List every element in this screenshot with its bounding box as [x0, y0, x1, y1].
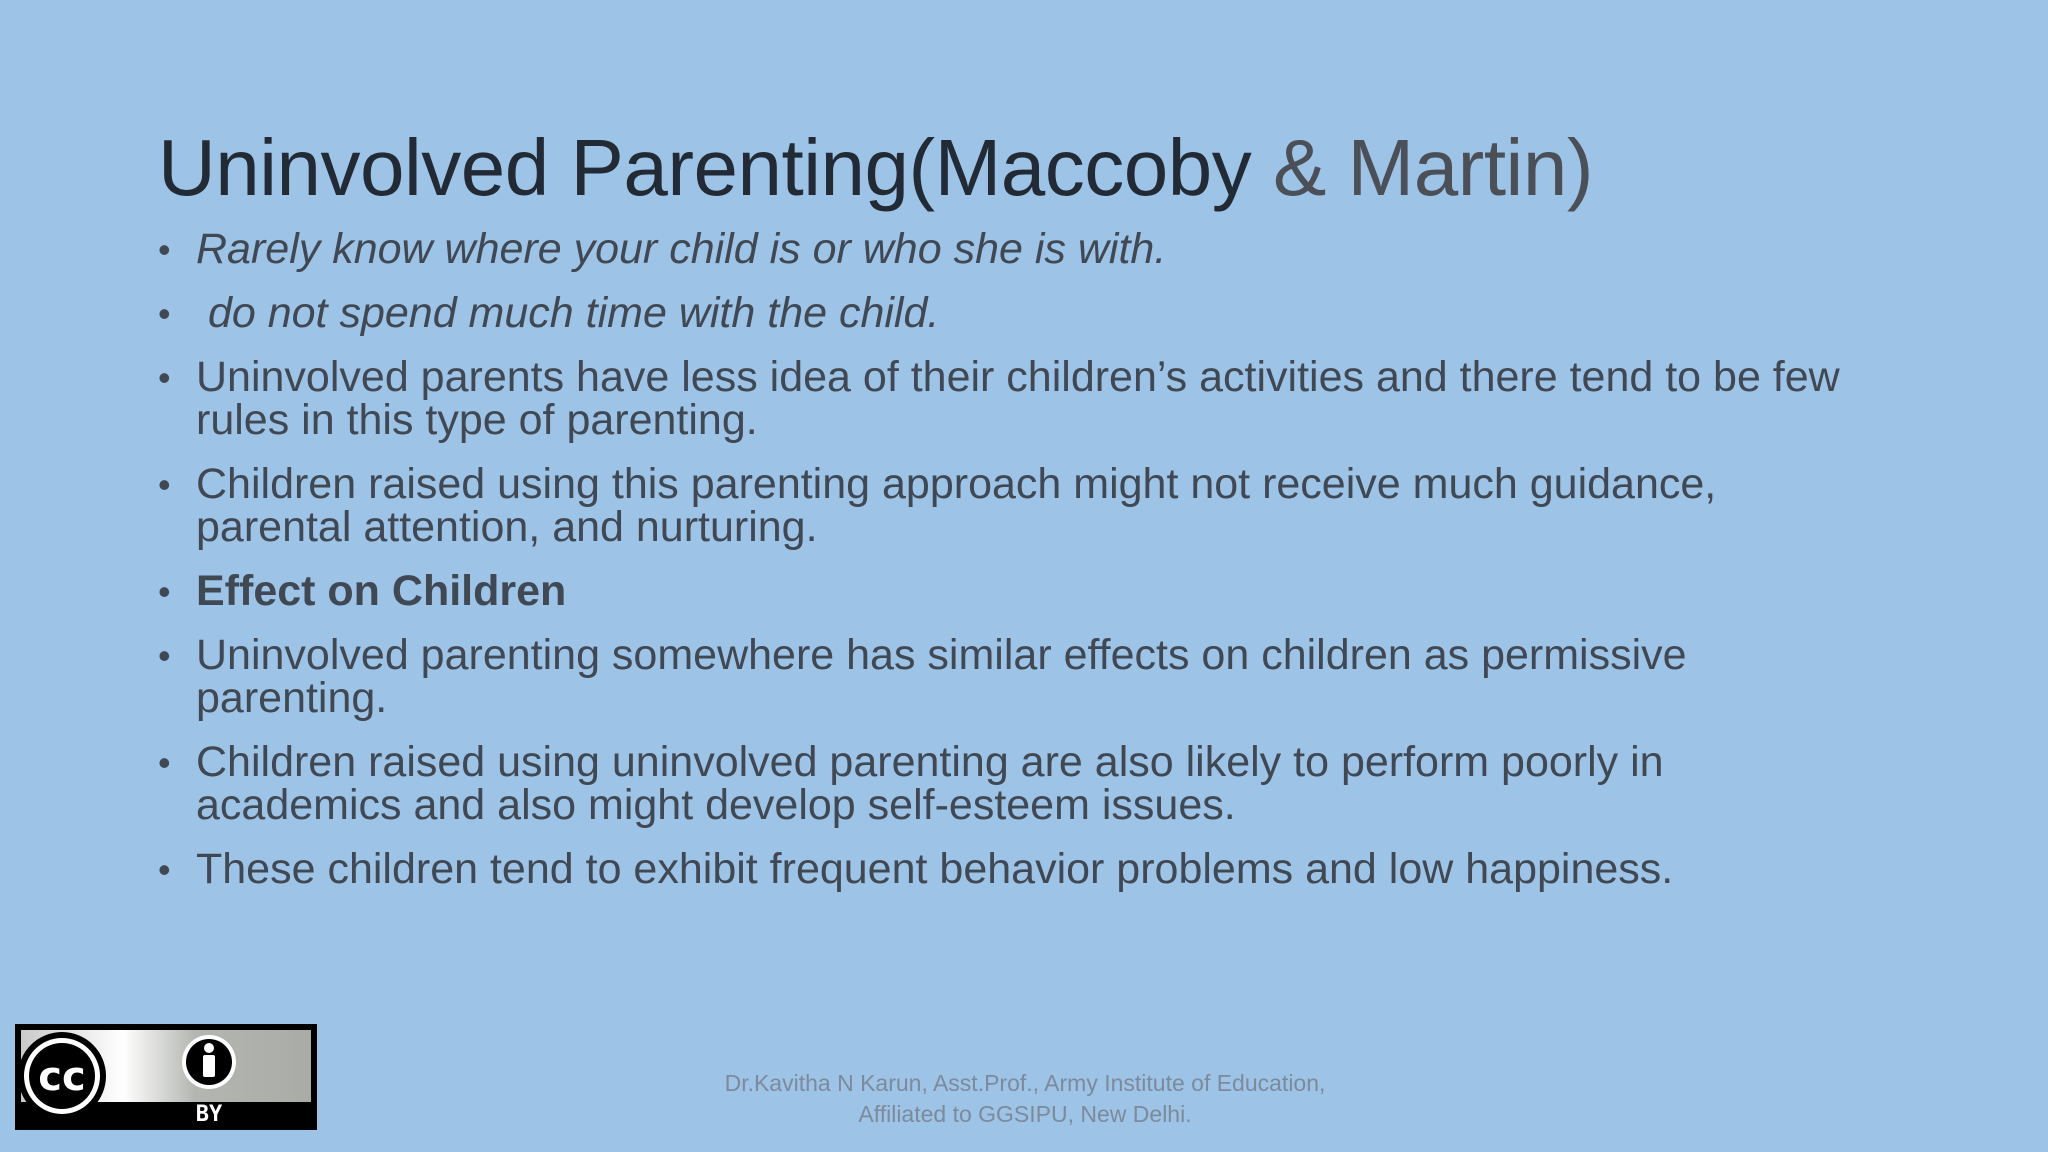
bullet-item-heading [158, 567, 1878, 615]
bullet-item [158, 289, 1878, 337]
bullet-dot-icon: • [158, 849, 171, 890]
bullet-text: Children raised using this parenting approach might not receive much guidance, parental attention, and nurturing. [196, 460, 1717, 551]
bullet-item [158, 225, 1878, 273]
bullet-text: Uninvolved parents have less idea of their children’s activities and there tend to be few rules in this type of parenting. [196, 353, 1840, 444]
by-letters: BY [195, 1102, 223, 1127]
bullet-dot-icon: • [158, 571, 171, 612]
bullet-item [158, 460, 1878, 551]
bullet-dot-icon: • [158, 229, 171, 270]
slide-title [158, 118, 1593, 218]
cc-by-license-badge[interactable] [15, 1024, 317, 1130]
bullet-dot-icon: • [158, 293, 171, 334]
bullet-text: Uninvolved parenting somewhere has similar effects on children as permissive parenting. [196, 631, 1687, 722]
bullet-item [158, 631, 1878, 722]
bullet-dot-icon: • [158, 357, 171, 398]
bullet-item [158, 738, 1878, 829]
bullet-text: Rarely know where your child is or who she is with. [196, 225, 1167, 273]
bullet-dot-icon: • [158, 742, 171, 783]
cc-by-icon [15, 1024, 317, 1130]
slide-title-main: Uninvolved Parenting(Maccoby [158, 123, 1252, 212]
bullet-text: do not spend much time with the child. [196, 289, 940, 337]
footer-credit [620, 1068, 1430, 1130]
bullet-dot-icon: • [158, 635, 171, 676]
footer-line-1: Dr.Kavitha N Karun, Asst.Prof., Army Institute of Education, [724, 1070, 1326, 1096]
bullet-item [158, 353, 1878, 444]
bullet-list [158, 225, 1878, 912]
cc-letters: cc [38, 1054, 86, 1100]
footer-line-2: Affiliated to GGSIPU, New Delhi. [858, 1101, 1192, 1127]
bullet-item [158, 845, 1878, 893]
bullet-text: Children raised using uninvolved parenting are also likely to perform poorly in academics and also might develop self-esteem issues. [196, 738, 1664, 829]
bullet-text: Effect on Children [196, 567, 567, 615]
bullet-text: These children tend to exhibit frequent behavior problems and low happiness. [196, 845, 1674, 893]
bullet-dot-icon: • [158, 464, 171, 505]
slide-title-amp-rest: & Martin) [1251, 123, 1593, 212]
